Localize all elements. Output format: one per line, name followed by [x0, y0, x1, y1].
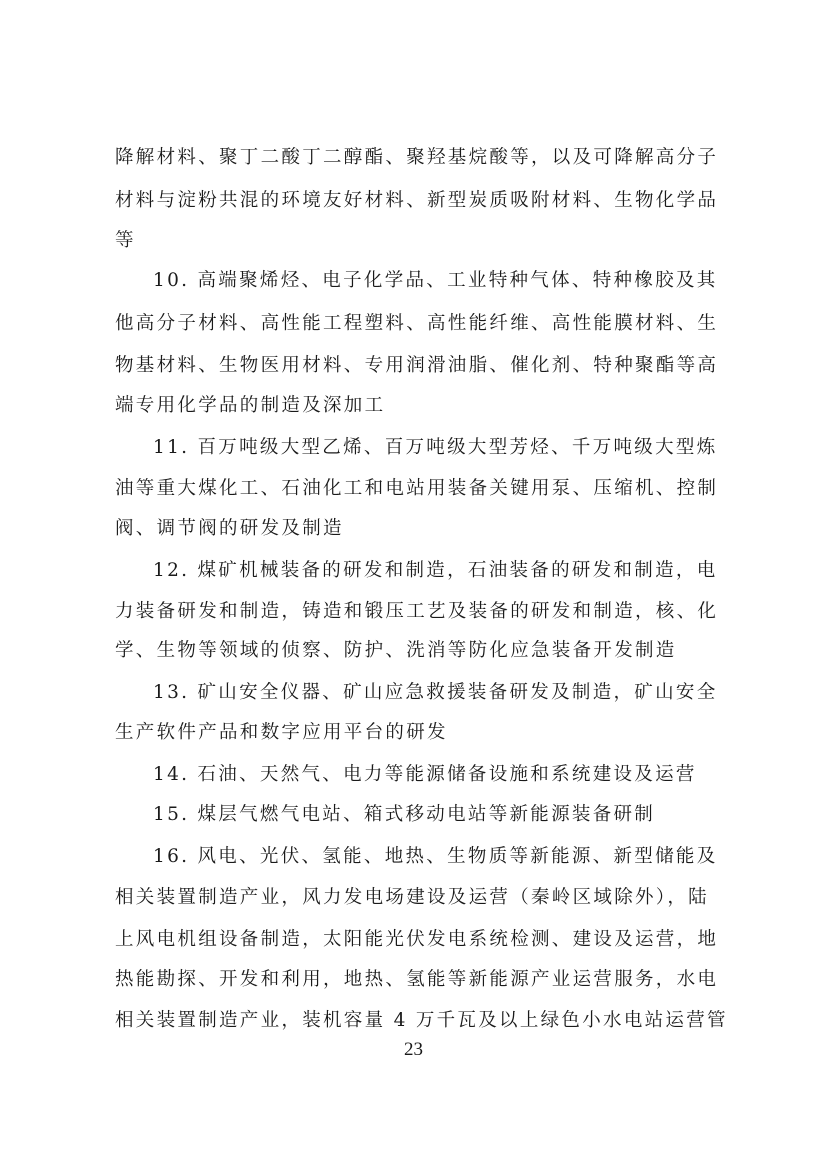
- text-line: 等: [115, 230, 136, 251]
- list-item-11: 11. 百万吨级大型乙烯、百万吨级大型芳烃、千万吨级大型炼: [153, 437, 718, 458]
- list-item-16: 16. 风电、光伏、氢能、地热、生物质等新能源、新型储能及: [153, 846, 718, 867]
- text-line: 相关装置制造产业，风力发电场建设及运营（秦岭区域除外），陆: [115, 887, 709, 908]
- text-line: 端专用化学品的制造及深加工: [115, 395, 386, 416]
- list-item-13: 13. 矿山安全仪器、矿山应急救援装备研发及制造，矿山安全: [153, 682, 718, 703]
- text-line: 热能勘探、开发和利用，地热、氢能等新能源产业运营服务，水电: [115, 969, 719, 990]
- list-item-12: 12. 煤矿机械装备的研发和制造，石油装备的研发和制造，电: [153, 560, 718, 581]
- text-line: 物基材料、生物医用材料、专用润滑油脂、催化剂、特种聚酯等高: [115, 355, 719, 376]
- list-item-14: 14. 石油、天然气、电力等能源储备设施和系统建设及运营: [153, 764, 697, 785]
- text-line: 上风电机组设备制造，太阳能光伏发电系统检测、建设及运营，地: [115, 929, 719, 950]
- list-item-15: 15. 煤层气燃气电站、箱式移动电站等新能源装备研制: [153, 804, 656, 825]
- text-line: 他高分子材料、高性能工程塑料、高性能纤维、高性能膜材料、生: [115, 313, 719, 334]
- text-line: 学、生物等领域的侦察、防护、洗消等防化应急装备开发制造: [115, 640, 677, 661]
- page-number: 23: [404, 1039, 423, 1060]
- text-line: 相关装置制造产业，装机容量 4 万千瓦及以上绿色小水电站运营管: [115, 1010, 728, 1031]
- text-line: 阀、调节阀的研发及制造: [115, 518, 344, 539]
- list-item-10: 10. 高端聚烯烃、电子化学品、工业特种气体、特种橡胶及其: [153, 270, 718, 291]
- text-line: 力装备研发和制造，铸造和锻压工艺及装备的研发和制造，核、化: [115, 601, 719, 622]
- text-line: 降解材料、聚丁二酸丁二醇酯、聚羟基烷酸等，以及可降解高分子: [115, 147, 719, 168]
- text-line: 材料与淀粉共混的环境友好材料、新型炭质吸附材料、生物化学品: [115, 190, 719, 211]
- text-line: 油等重大煤化工、石油化工和电站用装备关键用泵、压缩机、控制: [115, 478, 719, 499]
- text-line: 生产软件产品和数字应用平台的研发: [115, 722, 448, 743]
